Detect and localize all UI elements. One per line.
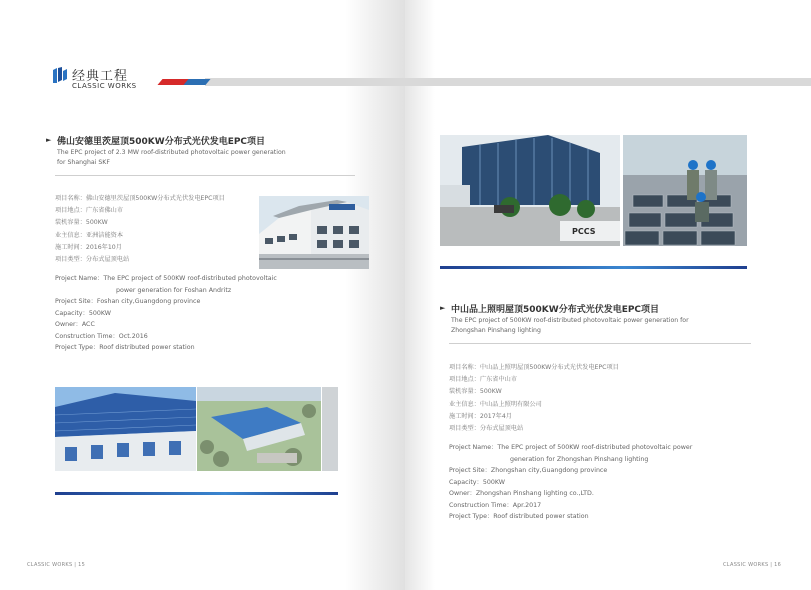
project-info-en (449, 442, 692, 523)
info-row: 施工时间：2016年10月 (55, 243, 122, 251)
factory-photo (259, 196, 369, 269)
info-row: Owner：ACC (55, 321, 95, 328)
section-title-en: CLASSIC WORKS (72, 82, 137, 90)
info-row: Owner：Zhongshan Pinshang lighting co.,LTD. (449, 490, 594, 497)
info-row: 项目地点：广东省中山市 (449, 376, 518, 384)
right-page (405, 0, 811, 590)
info-row: 业主信息：中山品上照明有限公司 (449, 400, 542, 408)
info-row: Capacity：500KW (449, 478, 505, 486)
bullet-arrow-icon: ► (440, 304, 446, 312)
page-footer: CLASSIC WORKS | 16 (723, 562, 782, 568)
divider (55, 175, 355, 176)
project-info-en (55, 273, 277, 354)
info-row: 项目地点：广东省佛山市 (55, 207, 124, 215)
subtitle-line: for Shanghai SKF (57, 159, 110, 166)
installers-photo (623, 135, 747, 246)
project-title: 佛山安德里茨屋顶500KW分布式光伏发电EPC项目 (57, 137, 266, 147)
header-rule (205, 78, 405, 86)
subtitle-line: Zhongshan Pinshang lighting (451, 327, 541, 334)
aerial-plant-photo (197, 387, 321, 471)
left-page (0, 0, 405, 590)
project-subtitle (57, 148, 286, 168)
info-row: Capacity：500KW (55, 309, 111, 317)
info-row: 业主信息：亚洲洁能资本 (55, 231, 124, 239)
bullet-arrow-icon: ► (46, 136, 52, 144)
rooftop-solar-photo (55, 387, 196, 471)
info-row: Project Type：Roof distributed power station (449, 513, 589, 520)
header-rule (405, 78, 811, 86)
project-info-cn (55, 193, 225, 266)
logo-icon (53, 67, 67, 83)
section-bar (440, 266, 747, 269)
info-row: Construction Time：Apr.2017 (449, 501, 542, 509)
info-row: 项目名称：佛山安德里茨屋顶500KW分布式光伏发电EPC项目 (55, 195, 225, 202)
info-row: Project Site：Foshan city,Guangdong province (55, 298, 201, 305)
subtitle-line: The EPC project of 500KW roof-distributed photovoltaic power generation for (451, 317, 689, 324)
page-gutter-shadow (345, 0, 405, 590)
section-bar (55, 492, 338, 495)
building-sign: PCCS (572, 227, 596, 236)
info-row: Project Type：Roof distributed power station (55, 344, 195, 351)
page-gutter-shadow (405, 0, 435, 590)
info-row: 施工时间：2017年4月 (449, 412, 512, 420)
info-row: 项目类型：分布式屋顶电站 (55, 256, 130, 264)
project-subtitle (451, 316, 689, 336)
info-row: Project Name：The EPC project of 500KW roof-distributed photovoltaic (55, 275, 277, 282)
divider (449, 343, 751, 344)
section-title: 经典工程 (72, 69, 129, 84)
office-building-photo (440, 135, 620, 246)
page-footer: CLASSIC WORKS | 15 (27, 562, 86, 568)
project-title: 中山品上照明屋顶500KW分布式光伏发电EPC项目 (451, 305, 660, 315)
info-row: generation for Zhongshan Pinshang lighting (510, 455, 649, 463)
info-row: Construction Time：Oct.2016 (55, 332, 148, 340)
project-info-cn (449, 362, 619, 435)
info-row: 装机容量：500KW (55, 219, 108, 227)
photo-edge (322, 387, 338, 471)
info-row: 项目名称：中山品上照明屋顶500KW分布式光伏发电EPC项目 (449, 364, 619, 371)
info-row: Project Site：Zhongshan city,Guangdong province (449, 467, 608, 474)
info-row: 项目类型：分布式屋顶电站 (449, 425, 524, 433)
subtitle-line: The EPC project of 2.3 MW roof-distributed photovoltaic power generation (57, 149, 286, 156)
info-row: Project Name：The EPC project of 500KW roof-distributed photovoltaic power (449, 444, 693, 451)
info-row: power generation for Foshan Andritz (116, 286, 232, 294)
info-row: 装机容量：500KW (449, 388, 502, 396)
